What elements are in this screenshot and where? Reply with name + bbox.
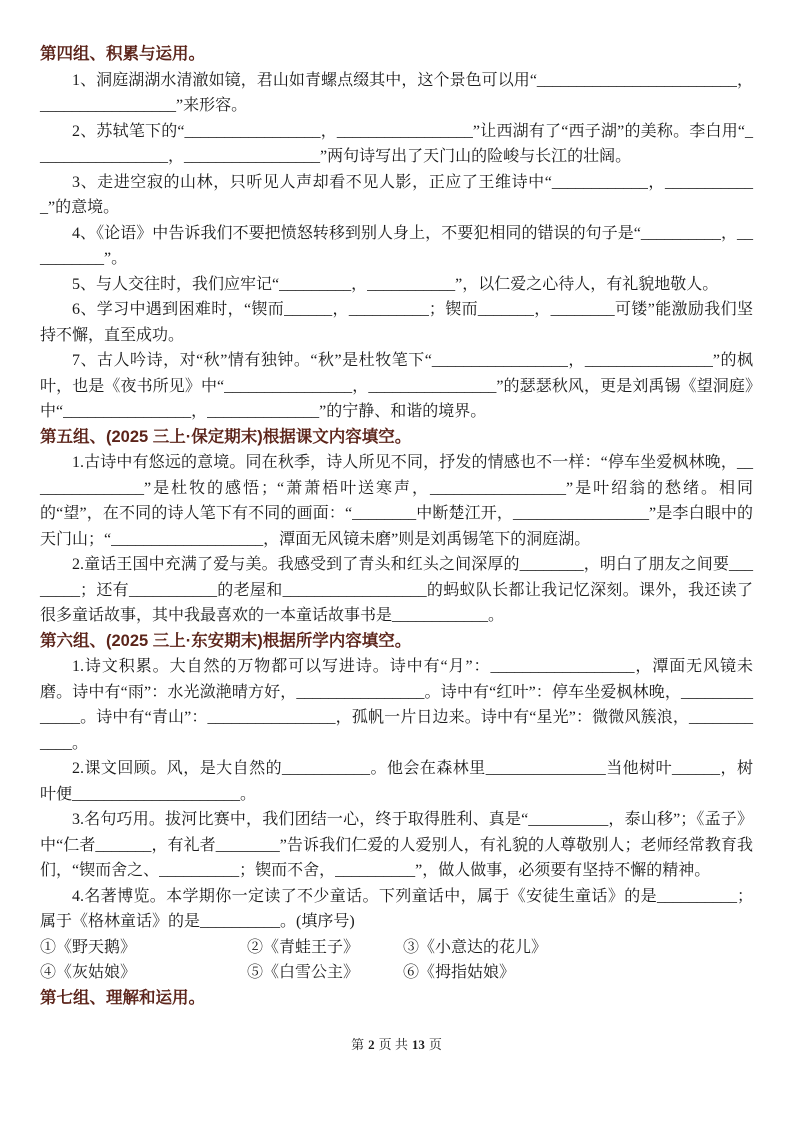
footer-label: 页 共 xyxy=(378,1037,408,1052)
section-6-heading: 第六组、(2025 三上·东安期末)根据所学内容填空。 xyxy=(40,631,412,650)
question-paragraph: 5、与人交往时，我们应牢记“_________，___________”，以仁爱之心待人，有礼貌地敬人。 xyxy=(72,275,719,293)
question-paragraph: 7、古人吟诗，对“秋”情有独钟。“秋”是杜牧笔下“_________________，________________”的枫叶，也是《夜书所见》中“________________，________________”的瑟瑟秋风，更是刘禹锡《望洞庭》中“________________，______________”的宁静、和谐的境界。 xyxy=(40,352,753,420)
question-paragraph: 6、学习中遇到困难时，“锲而______，__________；锲而_______，________可镂”能激励我们坚持不懈，直至成功。 xyxy=(40,301,753,344)
question-paragraph: 1.古诗中有悠远的意境。同在秋季，诗人所见不同，抒发的情感也不一样：“停车坐爱枫林晚，_______________”是杜牧的感悟；“萧萧梧叶送寒声，_________________”是叶绍翁的愁绪。相同的“望”，在不同的诗人笔下有不同的画面：“________中断楚江开，_________________”是李白眼中的天门山；“___________________，潭面无风镜未磨”则是刘禹锡笔下的洞庭湖。 xyxy=(40,454,753,548)
question-paragraph: 4.名著博览。本学期你一定读了不少童话。下列童话中，属于《安徒生童话》的是__________；属于《格林童话》的是__________。(填序号) xyxy=(40,887,753,930)
option-item: ③《小意达的花儿》 xyxy=(403,938,548,956)
question-paragraph: 4、《论语》中告诉我们不要把愤怒转移到别人身上，不要犯相同的错误的句子是“__________，__________”。 xyxy=(40,224,753,267)
option-item: ②《青蛙王子》 xyxy=(247,938,360,956)
section-5-heading: 第五组、(2025 三上·保定期末)根据课文内容填空。 xyxy=(40,427,412,446)
question-paragraph: 3.名句巧用。拔河比赛中，我们团结一心，终于取得胜利、真是“__________，泰山移”；《孟子》中“仁者_______，有礼者________”告诉我们仁爱的人爱别人，有礼貌的人尊敬别人；老师经常教育我们，“锲而舍之、__________；锲而不舍，__________”，做人做事，必须要有坚持不懈的精神。 xyxy=(40,811,753,879)
option-item: ①《野天鹅》 xyxy=(40,938,137,956)
footer-label: 第 xyxy=(351,1037,365,1052)
page-footer xyxy=(0,1036,793,1054)
question-paragraph: 2.课文回顾。风，是大自然的___________。他会在森林里_______________当他树叶______，树叶便_____________________。 xyxy=(40,760,753,803)
question-paragraph: 1.诗文积累。大自然的万物都可以写进诗。诗中有“月”：__________________，潭面无风镜未磨。诗中有“雨”：水光潋滟晴方好，________________。诗中有“红叶”：停车坐爱枫林晚，______________。诗中有“青山”：________________，孤帆一片日边来。诗中有“星光”：微微风簇浪，____________。 xyxy=(40,658,753,752)
page-number: 2 xyxy=(368,1037,375,1052)
footer-label: 页 xyxy=(428,1037,442,1052)
option-item: ⑤《白雪公主》 xyxy=(247,964,360,981)
options-row xyxy=(40,935,753,961)
question-paragraph: 2、苏轼笔下的“_________________，_________________”让西湖有了“西子湖”的美称。李白用“_________________，_________________”两句诗写出了天门山的险峻与长江的壮阔。 xyxy=(40,122,753,165)
option-item: ⑥《拇指姑娘》 xyxy=(403,964,516,981)
question-paragraph: 3、走进空寂的山林，只听见人声却看不见人影，正应了王维诗中“____________，____________”的意境。 xyxy=(40,173,753,216)
question-paragraph: 2.童话王国中充满了爱与美。我感受到了青头和红头之间深厚的________，明白了朋友之间要________；还有___________的老屋和__________________的蚂蚁队长都让我记忆深刻。课外，我还读了很多童话故事，其中我最喜欢的一本童话故事书是____________。 xyxy=(40,556,753,624)
total-pages: 13 xyxy=(411,1037,425,1052)
option-item: ④《灰姑娘》 xyxy=(40,964,137,981)
section-4-heading: 第四组、积累与运用。 xyxy=(40,45,205,63)
section-7-heading: 第七组、理解和运用。 xyxy=(40,988,205,1007)
question-paragraph: 1、洞庭湖湖水清澈如镜，君山如青螺点缀其中，这个景色可以用“_________________________，_________________”来形容。 xyxy=(40,71,753,114)
options-row xyxy=(40,960,753,986)
